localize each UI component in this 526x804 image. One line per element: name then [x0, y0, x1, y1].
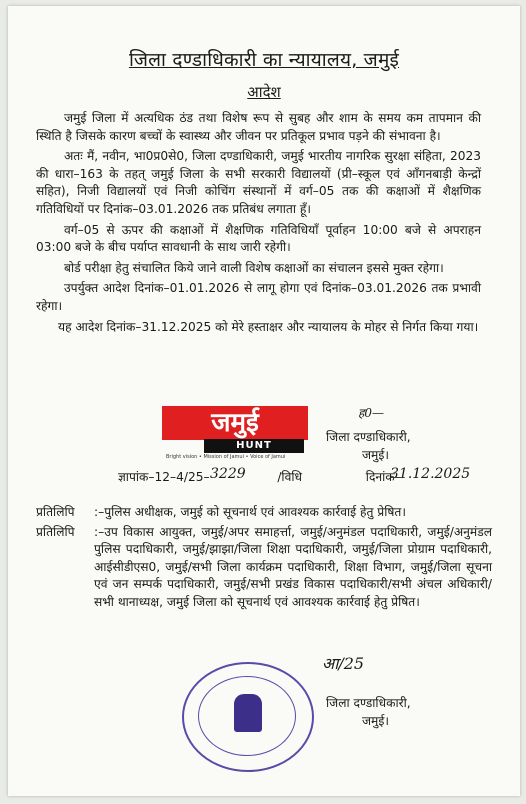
logo-tagline: Bright vision • Mission of Jamui • Voice of Jamui	[166, 454, 286, 460]
official-seal-stamp	[182, 662, 314, 772]
copy-distribution-list	[36, 504, 492, 614]
signatory-office-2: जिला दण्डाधिकारी,	[326, 696, 411, 710]
paragraph-1: जमुई जिला में अत्यधिक ठंड तथा विशेष रूप से सुबह और शाम के समय कम तापमान की स्थिति है जिसके कारण बच्चों के स्वास्थ्य और जीवन पर प्रतिकूल प्रभाव पड़ने की संभावना है।	[36, 111, 481, 143]
logo-sub-text: HUNT	[204, 439, 304, 453]
jamui-hunt-watermark-logo	[162, 406, 308, 466]
state-emblem-icon	[234, 694, 262, 732]
signatory-place: जमुई।	[362, 448, 389, 462]
paragraph-2: अतः मैं, नवीन, भा0प्र0से0, जिला दण्डाधिकारी, जमुई भारतीय नागरिक सुरक्षा संहिता, 2023 की धारा–163 के तहत् जमुई जिला के सभी सरकारी विद्यालयों (प्री–स्कूल एवं आँगनबाड़ी केन्द्रों सहित), निजी विद्यालयों एवं निजी कोचिंग संस्थानों में वर्ग–05 तक की कक्षाओं में शैक्षणिक गतिविधियों पर दिनांक–03.01.2026 तक प्रतिबंध लगाता हूँ।	[36, 149, 481, 216]
signatory-block	[326, 428, 411, 464]
copy-text: :–उप विकास आयुक्त, जमुई/अपर समाहर्त्ता, जमुई/अनुमंडल पदाधिकारी, जमुई/अनुमंडल पुलिस पदाधिकारी, जमुई/झाझा/जिला शिक्षा पदाधिकारी, जमुई/जिला प्रोग्राम पदाधिकारी, आईसीडीएस0, जमुई/सभी जिला कार्यक्रम पदाधिकारी, शिक्षा विभाग, जमुई/जिला सूचना एवं जन सम्पर्क पदाधिकारी, जमुई/सभी प्रखंड विकास पदाधिकारी/सभी अंचल अधिकारी/सभी थानाध्यक्ष, जमुई जिला को सूचनार्थ एवं आवश्यक कार्रवाई हेतु प्रेषित।	[94, 524, 492, 609]
memo-line	[118, 468, 401, 485]
memo-date-handwritten: 31.12.2025	[390, 466, 471, 482]
signatory-place-2: जमुई।	[362, 714, 389, 728]
signatory-block-2	[326, 694, 411, 730]
logo-main-text: जमुई	[162, 406, 308, 440]
memo-date-label: दिनांक–	[365, 470, 401, 484]
copy-row	[36, 524, 492, 612]
officer-signature: आ/25	[322, 654, 365, 673]
signatory-office: जिला दण्डाधिकारी,	[326, 430, 411, 444]
memo-number-handwritten: 3229	[210, 466, 246, 482]
order-heading: आदेश	[247, 83, 281, 101]
copy-row	[36, 504, 492, 522]
order-body	[36, 110, 481, 339]
paragraph-6: यह आदेश दिनांक–31.12.2025 को मेरे हस्ताक्षर और न्यायालय के मोहर से निर्गत किया गया।	[58, 319, 479, 334]
paragraph-5: उपर्युक्त आदेश दिनांक–01.01.2026 से लागू होगा एवं दिनांक–03.01.2026 तक प्रभावी रहेगा।	[36, 281, 481, 313]
memo-prefix: ज्ञापांक–12–4/25–	[118, 470, 210, 484]
signature-mark: ह0—	[358, 406, 385, 420]
paragraph-3: वर्ग–05 से ऊपर की कक्षाओं में शैक्षणिक गतिविधियाँ पूर्वाहन 10:00 बजे से अपराहन 03:00 बजे के बीच पर्याप्त सावधानी के साथ जारी रहेगी।	[36, 222, 481, 255]
memo-separator: /विधि	[277, 470, 303, 484]
copy-label: प्रतिलिपि	[36, 505, 75, 519]
copy-label: प्रतिलिपि	[36, 524, 75, 539]
copy-text: :–पुलिस अधीक्षक, जमुई को सूचनार्थ एवं आवश्यक कार्रवाई हेतु प्रेषित।	[94, 505, 406, 519]
document-title: जिला दण्डाधिकारी का न्यायालय, जमुई	[128, 49, 400, 71]
paragraph-4: बोर्ड परीक्षा हेतु संचालित किये जाने वाली विशेष कक्षाओं का संचालन इससे मुक्त रहेगा।	[64, 260, 444, 275]
document-page	[8, 6, 520, 796]
